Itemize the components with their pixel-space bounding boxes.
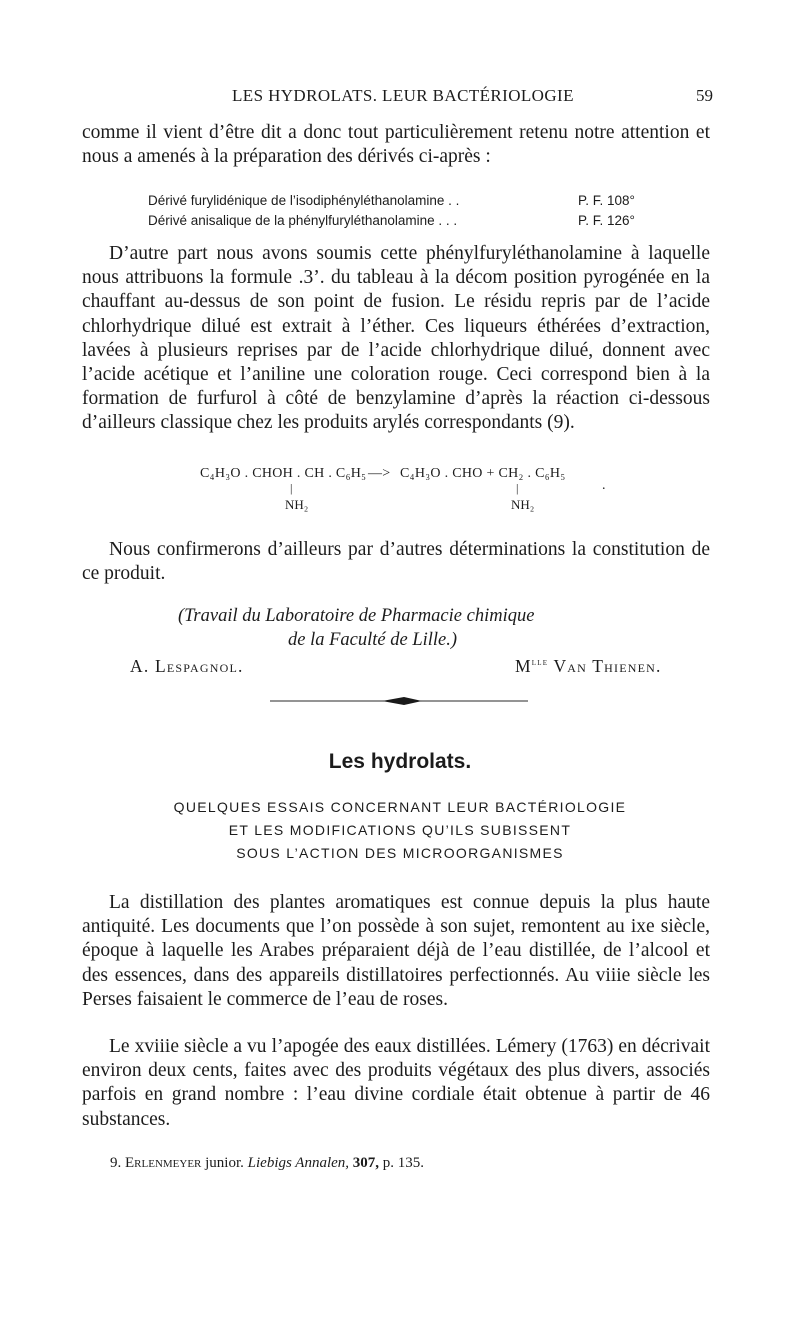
- footnote-number: 9.: [110, 1155, 122, 1171]
- confirmation-paragraph: Nous confirmerons d’ailleurs par d’autres déterminations la constitution de ce produit.: [82, 539, 710, 585]
- article-subtitle-line: ET LES MODIFICATIONS QU’ILS SUBISSENT: [228, 822, 572, 838]
- article-title: Les hydrolats.: [328, 750, 472, 773]
- formula-bond-right: |: [516, 481, 519, 495]
- derivative-name: Dérivé furylidénique de l’isodiphényléthanolamine . .: [148, 193, 460, 208]
- footnote-page: p. 135.: [382, 1155, 425, 1171]
- article-subtitle-line: SOUS L’ACTION DES MICROORGANISMES: [236, 845, 564, 861]
- formula-products: C₄H₃O . CHO + CH₂ . C₆H₅: [400, 466, 566, 481]
- formula-nh2-right: NH₂: [511, 497, 535, 512]
- footnote-journal: Liebigs Annalen,: [247, 1155, 350, 1171]
- article-subtitle-line: QUELQUES ESSAIS CONCERNANT LEUR BACTÉRIOLOGIE: [173, 799, 627, 815]
- footnote-author: Erlenmeyer: [125, 1155, 202, 1171]
- page-header: [0, 86, 800, 110]
- article-paragraph-1: La distillation des plantes aromatiques est connue depuis la plus haute antiquité. Les documents que l’on possède à son sujet, remontent au ixe siècle, époque à laquelle les Arabes préparaient déjà de l’eau distillée, de l’alcool et des essences, dans des appareils distillatoires perfectionnés. Au viiie siècle les Perses faisaient le commerce de l’eau de roses.: [82, 892, 710, 1010]
- credit-line-1: (Travail du Laboratoire de Pharmacie chimique: [178, 606, 535, 626]
- page-number: 59: [696, 86, 713, 105]
- footnote-volume: 307,: [352, 1155, 380, 1171]
- derivative-row: [148, 211, 688, 231]
- footnote-author-suffix: junior.: [205, 1155, 244, 1171]
- derivative-row: [148, 191, 688, 211]
- author-left: A. Lespagnol.: [130, 656, 244, 676]
- footnote: [110, 1155, 424, 1172]
- article-paragraph-2: Le xviiie siècle a vu l’apogée des eaux distillées. Lémery (1763) en décrivait environ deux cents, faites avec des produits végétaux des plus divers, associés parfois en grand nombre : l’eau divine cordiale était obtenue à partir de 46 substances.: [82, 1036, 710, 1130]
- ornament-divider: [270, 694, 528, 708]
- intro-paragraph: comme il vient d’être dit a donc tout particulièrement retenu notre attention et nous a amenés à la préparation des dérivés ci-après :: [82, 122, 710, 168]
- credit-line-2: de la Faculté de Lille.): [288, 630, 458, 650]
- formula-arrow: —>: [368, 466, 391, 481]
- derivative-name: Dérivé anisalique de la phénylfuryléthanolamine . . .: [148, 213, 458, 228]
- formula-reactant: C₄H₃O . CHOH . CH . C₆H₅: [200, 466, 367, 481]
- decomposition-paragraph: D’autre part nous avons soumis cette phénylfuryléthanolamine à laquelle nous attribuons la formule .3’. du tableau à la décom position pyrogénée en la chauffant au-dessus de son point de fusion. Le résidu repris par de l’acide chlorhydrique dilué est extrait à l’éther. Ces liqueurs éthérées d’extraction, lavées à plusieurs reprises par de l’acide chlorhydrique dilué, donnent avec l’acide acétique et l’aniline une coloration rouge. Ceci correspond bien à la formation de furfurol à côté de benzylamine d’après la réaction ci-dessous d’ailleurs classique chez les produits arylés correspondants (9).: [82, 243, 710, 434]
- derivative-melting-point: P. F. 108°: [578, 193, 635, 208]
- formula-bond-left: |: [290, 481, 293, 495]
- author-right: $M^{lle}$ Van Thienen.: [515, 656, 662, 676]
- formula-nh2-left: NH₂: [285, 497, 309, 512]
- formula-end-punct: .: [602, 478, 606, 493]
- derivatives-list: [148, 191, 688, 231]
- derivative-melting-point: P. F. 126°: [578, 213, 635, 228]
- running-title: LES HYDROLATS. LEUR BACTÉRIOLOGIE: [232, 86, 574, 105]
